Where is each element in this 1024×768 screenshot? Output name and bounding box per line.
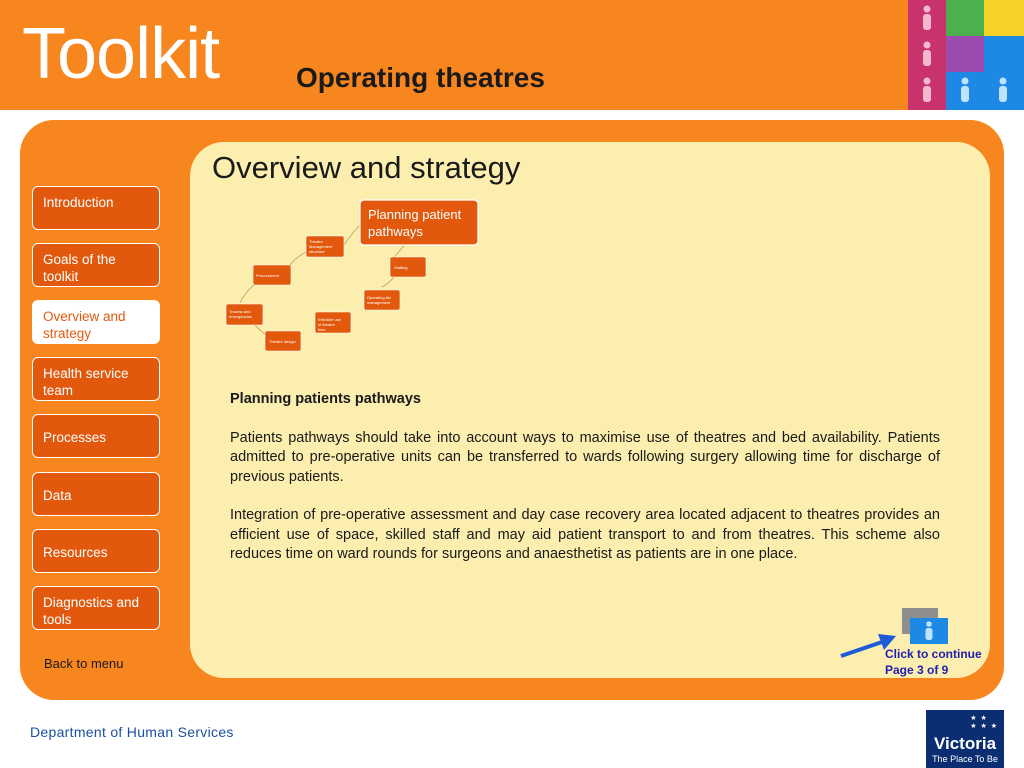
nav-goals[interactable]: Goals of the toolkit — [32, 243, 160, 287]
section-heading: Planning patients pathways — [230, 391, 421, 407]
logo-cell — [908, 36, 946, 72]
victoria-logo-tagline: The Place To Be — [932, 754, 998, 764]
continue-button[interactable] — [902, 608, 948, 644]
diagram-node-label: Trauma and emergencies — [229, 309, 252, 319]
logo-cell — [984, 0, 1024, 36]
diagram-node-label: Theatre Management structure — [309, 239, 333, 254]
nav-data[interactable]: Data — [32, 472, 160, 516]
person-icon — [996, 77, 1010, 103]
strategy-cycle-diagram — [220, 195, 490, 360]
nav-diagnostics-tools[interactable]: Diagnostics and tools — [32, 586, 160, 630]
main-content-text — [230, 390, 940, 584]
nav-overview-strategy[interactable]: Overview and strategy — [32, 300, 160, 344]
page-title: Overview and strategy — [212, 150, 521, 185]
diagram-node-label: Effective use of theatre time — [318, 317, 341, 332]
page-indicator: Page 3 of 9 — [885, 663, 949, 677]
person-icon — [920, 77, 934, 103]
department-name: Department of Human Services — [30, 724, 234, 740]
logo-cell — [946, 72, 984, 110]
nav-health-service-team[interactable]: Health service team — [32, 357, 160, 401]
logo-cell — [908, 0, 946, 36]
logo-cell — [946, 36, 984, 72]
content-paragraph: Patients pathways should take into account ways to maximise use of theatres and bed availability. Patients admitted to pre-operative units can be transferred to wards following surgery allowing time for discharge of previous patients. — [230, 429, 940, 485]
diagram-node-label: Operating list management — [367, 295, 391, 305]
nav-introduction[interactable]: Introduction — [32, 186, 160, 230]
person-icon — [958, 77, 972, 103]
app-title: Toolkit — [22, 14, 220, 94]
logo-cell — [946, 0, 984, 36]
victoria-logo-name: Victoria — [933, 734, 997, 753]
continue-link[interactable]: Click to continue — [885, 647, 982, 661]
diagram-node-label: Procurement — [256, 273, 279, 278]
nav-resources[interactable]: Resources — [32, 529, 160, 573]
content-paragraph: Integration of pre-operative assessment and day case recovery area located adjacent to theatres provides an efficient use of space, skilled staff and may aid patient transport to and from theatres. This scheme also reduces time on ward rounds for surgeons and anaesthetist as patients are in one place. — [230, 507, 940, 562]
diagram-node-planning-label: Planning patient pathways — [368, 207, 462, 239]
person-icon — [920, 41, 934, 67]
logo-cell — [984, 72, 1024, 110]
person-icon — [920, 5, 934, 31]
back-to-menu-link[interactable]: Back to menu — [44, 656, 124, 671]
diagram-node-label: Staffing — [394, 265, 408, 270]
diagram-node-label: Theatre design — [269, 339, 296, 344]
victoria-logo — [926, 710, 1004, 768]
section-subtitle: Operating theatres — [296, 62, 545, 93]
logo-cell — [984, 36, 1024, 72]
brand-logo-grid — [908, 0, 1024, 110]
logo-cell — [908, 72, 946, 110]
header-bar — [0, 0, 908, 110]
stars-icon: ★ ★ ★ ★ ★ — [970, 715, 998, 730]
person-icon — [923, 621, 935, 641]
continue-icon-front — [910, 618, 948, 644]
nav-processes[interactable]: Processes — [32, 414, 160, 458]
